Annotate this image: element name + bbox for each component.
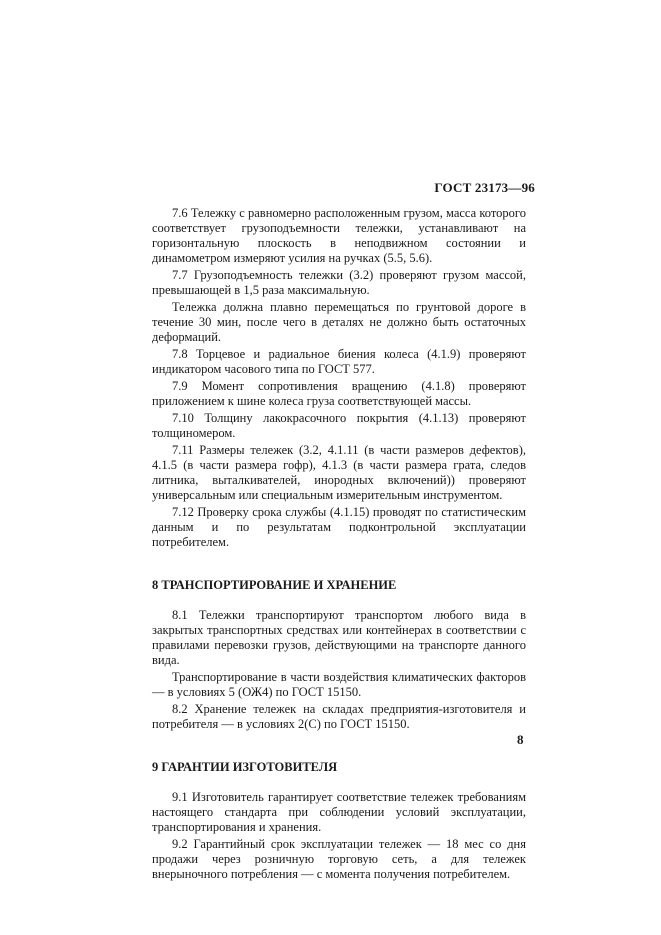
- section-9-heading: 9 ГАРАНТИИ ИЗГОТОВИТЕЛЯ: [152, 760, 338, 774]
- paragraph-7-12: 7.12 Проверку срока службы (4.1.15) проводят по статистическим данным и по результатам подконтрольной эксплуатации потребителем.: [152, 505, 526, 549]
- paragraph-9-1: 9.1 Изготовитель гарантирует соответствие тележек требованиям настоящего стандарта при соблюдении условий эксплуатации, транспортирования и хранения.: [152, 790, 526, 834]
- paragraph-7-7-cont: Тележка должна плавно перемещаться по грунтовой дороге в течение 30 мин, после чего в деталях не должно быть остаточных деформаций.: [152, 300, 526, 344]
- paragraph-8-1: 8.1 Тележки транспортируют транспортом любого вида в закрытых транспортных средствах или контейнерах в соответствии с правилами перевозки грузов, действующими на транспорте данного вида.: [152, 608, 526, 667]
- paragraph-9-2: 9.2 Гарантийный срок эксплуатации тележек — 18 мес со дня продажи через розничную торговую сеть, а для тележек внерыночного потребления — с момента получения потребителем.: [152, 837, 526, 881]
- paragraph-7-9: 7.9 Момент сопротивления вращению (4.1.8) проверяют приложением к шине колеса груза соответствующей массы.: [152, 379, 526, 408]
- paragraph-7-6: 7.6 Тележку с равномерно расположенным грузом, масса которого соответствует грузоподъемности тележки, устанавливают на горизонтальную плоскость в неподвижном состоянии и динамометром измеряют усилия на ручках (5.5, 5.6).: [152, 206, 526, 265]
- paragraph-8-2: 8.2 Хранение тележек на складах предприятия-изготовителя и потребителя — в условиях 2(С) по ГОСТ 15150.: [152, 702, 526, 731]
- paragraph-7-11: 7.11 Размеры тележек (3.2, 4.1.11 (в части размеров дефектов), 4.1.5 (в части размера гофр), 4.1.3 (в части размера грата, следов литника, выталкивателей, инородных включений)) проверяют универсальным или специальным измерительным инструментом.: [152, 443, 526, 502]
- document-code-header: ГОСТ 23173—96: [434, 180, 535, 195]
- section-8-heading: 8 ТРАНСПОРТИРОВАНИЕ И ХРАНЕНИЕ: [152, 578, 397, 592]
- page-number: 8: [517, 732, 524, 747]
- paragraph-7-7: 7.7 Грузоподъемность тележки (3.2) проверяют грузом массой, превышающей в 1,5 раза максимальную.: [152, 268, 526, 297]
- document-body: [152, 206, 526, 884]
- paragraph-7-10: 7.10 Толщину лакокрасочного покрытия (4.1.13) проверяют толщиномером.: [152, 411, 526, 440]
- paragraph-8-1-cont: Транспортирование в части воздействия климатических факторов — в условиях 5 (ОЖ4) по ГОСТ 15150.: [152, 670, 526, 699]
- paragraph-7-8: 7.8 Торцевое и радиальное биения колеса (4.1.9) проверяют индикатором часового типа по ГОСТ 577.: [152, 347, 526, 376]
